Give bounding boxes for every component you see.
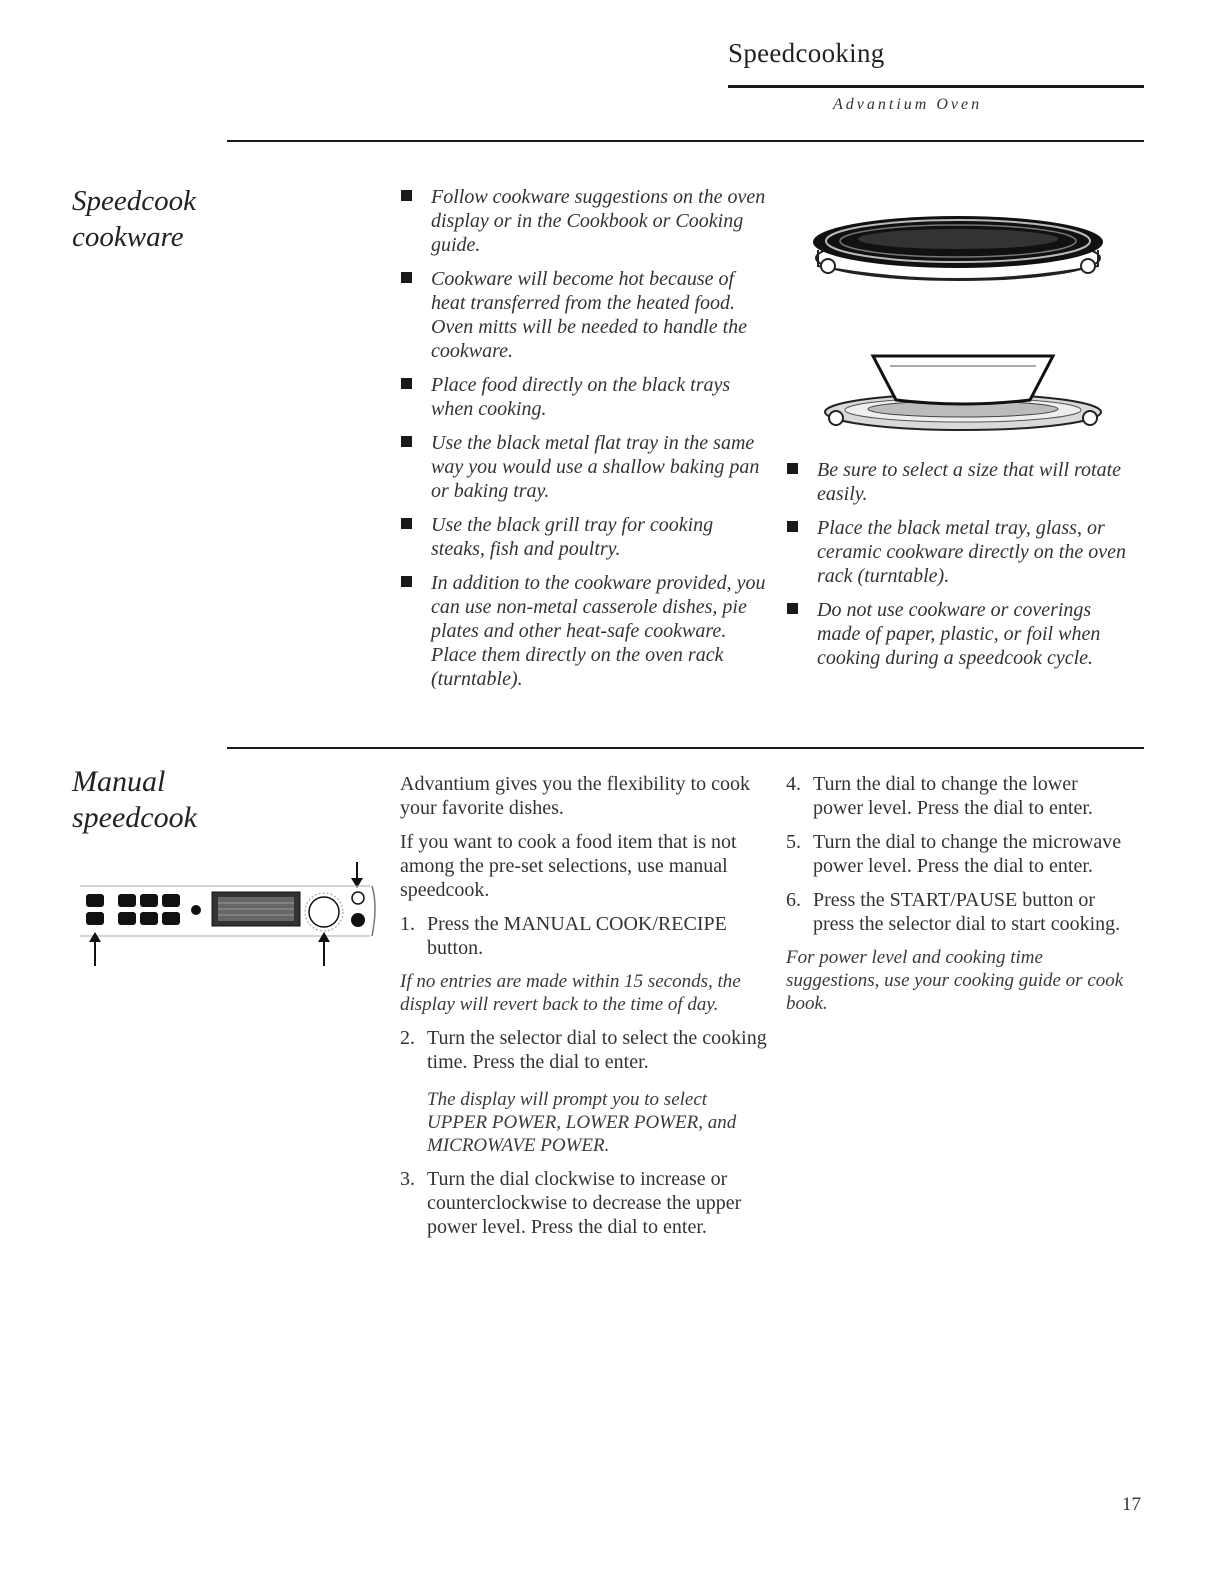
- steps-list: [400, 1026, 768, 1239]
- step-note: If no entries are made within 15 seconds, the display will revert back to the time of day.: [400, 971, 741, 1015]
- page-number: 17: [1122, 1494, 1141, 1515]
- step-text: Turn the dial to change the microwave power level. Press the dial to enter.: [813, 831, 1122, 877]
- bullet-text: Place the black metal tray, glass, or ceramic cookware directly on the oven rack (turntable).: [817, 517, 1126, 587]
- step-item: [786, 830, 1126, 878]
- step-number: 5.: [786, 831, 801, 853]
- bullet-square-icon: [401, 576, 412, 587]
- tray-on-turntable-illustration: [808, 208, 1108, 298]
- bullet-square-icon: [787, 521, 798, 532]
- step-text: Press the MANUAL COOK/RECIPE button.: [427, 913, 727, 959]
- step-text: Turn the selector dial to select the cooking time. Press the dial to enter.: [427, 1027, 767, 1073]
- list-item: [401, 571, 766, 691]
- bullet-square-icon: [401, 378, 412, 389]
- header-rule: [728, 85, 1144, 88]
- section-title-manual-speedcook: [72, 764, 197, 836]
- cookware-bullet-list-left: [401, 185, 766, 701]
- bullet-text: Use the black grill tray for cooking steaks, fish and poultry.: [431, 514, 714, 560]
- step-item: [400, 912, 768, 960]
- step-note: The display will prompt you to select UPPER POWER, LOWER POWER, and MICROWAVE POWER.: [427, 1089, 737, 1156]
- list-item: [401, 373, 766, 421]
- section-title-line1: Speedcook: [72, 185, 196, 217]
- step-number: 4.: [786, 773, 801, 795]
- bullet-square-icon: [401, 272, 412, 283]
- manual-speedcook-column-right: [786, 772, 1126, 1025]
- step-item: [400, 1026, 768, 1157]
- intro-paragraph: If you want to cook a food item that is not among the pre-set selections, use manual speedcook.: [400, 831, 737, 901]
- step-number: 3.: [400, 1168, 415, 1190]
- page-header-title: Speedcooking: [728, 38, 885, 68]
- step-number: 1.: [400, 913, 415, 935]
- section-divider-manual: [227, 747, 1144, 749]
- bullet-square-icon: [787, 603, 798, 614]
- step-item: [786, 888, 1126, 936]
- step-text: Turn the dial clockwise to increase or counterclockwise to decrease the upper power level. Press the dial to enter.: [427, 1168, 742, 1238]
- bullet-text: Use the black metal flat tray in the same way you would use a shallow baking pan or baking tray.: [431, 432, 760, 502]
- section-title-line2: cookware: [72, 221, 184, 253]
- bullet-square-icon: [401, 436, 412, 447]
- control-panel-illustration: [80, 858, 385, 970]
- bullet-text: Follow cookware suggestions on the oven display or in the Cookbook or Cooking guide.: [431, 186, 766, 256]
- section-title-line2: speedcook: [72, 801, 197, 834]
- cookware-bullet-list-right: [787, 458, 1137, 680]
- step-number: 6.: [786, 889, 801, 911]
- page-header-subtitle: Advantium Oven: [833, 96, 983, 113]
- list-item: [401, 431, 766, 503]
- bullet-text: Place food directly on the black trays when cooking.: [431, 374, 731, 420]
- step-text: Turn the dial to change the lower power level. Press the dial to enter.: [813, 773, 1093, 819]
- list-item: [787, 458, 1137, 506]
- bullet-square-icon: [401, 190, 412, 201]
- list-item: [787, 516, 1137, 588]
- dish-on-turntable-illustration: [818, 352, 1108, 437]
- intro-paragraph: Advantium gives you the flexibility to cook your favorite dishes.: [400, 773, 750, 819]
- list-item: [401, 513, 766, 561]
- steps-list: [786, 772, 1126, 936]
- step-number: 2.: [400, 1027, 415, 1049]
- bullet-text: Be sure to select a size that will rotate easily.: [817, 459, 1122, 505]
- step-text: Press the START/PAUSE button or press the selector dial to start cooking.: [813, 889, 1121, 935]
- bullet-square-icon: [401, 518, 412, 529]
- bullet-square-icon: [787, 463, 798, 474]
- bullet-text: Cookware will become hot because of heat transferred from the heated food. Oven mitts will be needed to handle the cookware.: [431, 268, 748, 362]
- bullet-text: Do not use cookware or coverings made of paper, plastic, or foil when cooking during a speedcook cycle.: [817, 599, 1101, 669]
- section-title-line1: Manual: [72, 765, 166, 798]
- list-item: [787, 598, 1137, 670]
- list-item: [401, 185, 766, 257]
- list-item: [401, 267, 766, 363]
- section-title-speedcook-cookware: [72, 183, 196, 255]
- cooking-guide-note: For power level and cooking time suggestions, use your cooking guide or cook book.: [786, 947, 1124, 1014]
- bullet-text: In addition to the cookware provided, you can use non-metal casserole dishes, pie plates and other heat-safe cookware. Place them directly on the oven rack (turntable).: [431, 572, 766, 690]
- step-item: [400, 1167, 768, 1239]
- steps-list: [400, 912, 768, 960]
- section-divider-cookware: [227, 140, 1144, 142]
- manual-speedcook-column-left: [400, 772, 768, 1249]
- step-item: [786, 772, 1126, 820]
